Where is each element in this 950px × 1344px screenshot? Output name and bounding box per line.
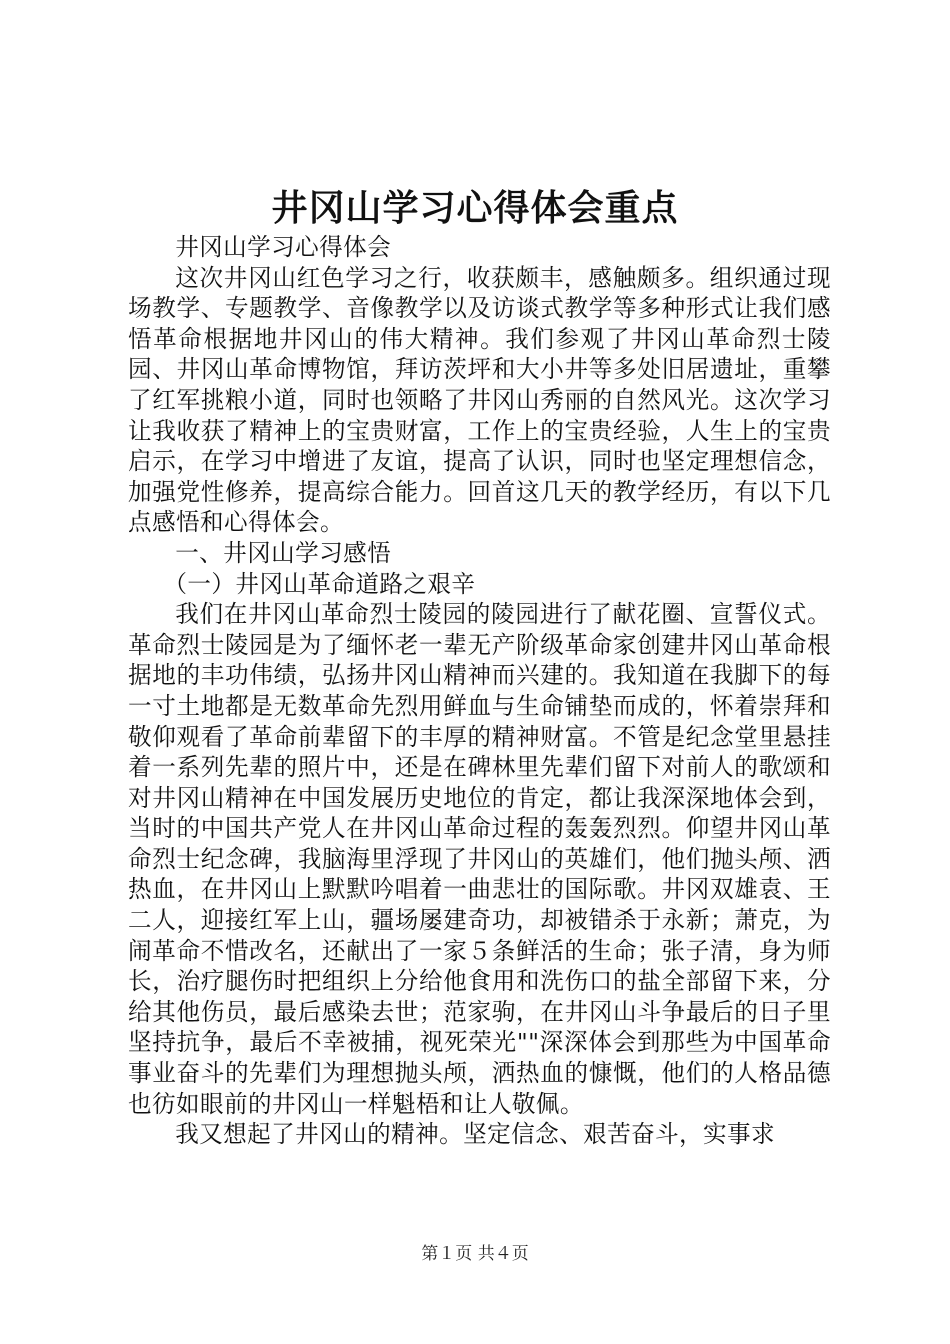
- section-heading: 一、井冈山学习感悟: [175, 538, 392, 567]
- paragraph-intro: 这次井冈山红色学习之行，收获颇丰，感触颇多。组织通过现场教学、专题教学、音像教学以及访谈式教学等多种形式让我们感悟革命根据地井冈山的伟大精神。我们参观了井冈山革命烈士陵园、井冈山革命博物馆，拜访茨坪和大小井等多处旧居遗址，重攀了红军挑粮小道，同时也领略了井冈山秀丽的自然风光。这次学习让我收获了精神上的宝贵财富，工作上的宝贵经验，人生上的宝贵启示，在学习中增进了友谊，提高了认识，同时也坚定理想信念，加强党性修养，提高综合能力。回首这几天的教学经历，有以下几点感悟和心得体会。: [128, 263, 831, 537]
- paragraph-body-1: 我们在井冈山革命烈士陵园的陵园进行了献花圈、宣誓仪式。革命烈士陵园是为了缅怀老一辈无产阶级革命家创建井冈山革命根据地的丰功伟绩，弘扬井冈山精神而兴建的。我知道在我脚下的每一寸土地都是无数革命先烈用鲜血与生命铺垫而成的，怀着崇拜和敬仰观看了革命前辈留下的丰厚的精神财富。不管是纪念堂里悬挂着一系列先辈的照片中，还是在碑林里先辈们留下对前人的歌颂和对井冈山精神在中国发展历史地位的肯定，都让我深深地体会到，当时的中国共产党人在井冈山革命过程的轰轰烈烈。仰望井冈山革命烈士纪念碑，我脑海里浮现了井冈山的英雄们，他们抛头颅、洒热血，在井冈山上默默吟唱着一曲悲壮的国际歌。井冈双雄袁、王二人，迎接红军上山，疆场屡建奇功，却被错杀于永新；萧克，为闹革命不惜改名，还献出了一家５条鲜活的生命；张子清，身为师长，治疗腿伤时把组织上分给他食用和洗伤口的盐全部留下来，分给其他伤员，最后感染去世；范家驹，在井冈山斗争最后的日子里坚持抗争，最后不幸被捕，视死荣光""深深体会到那些为中国革命事业奋斗的先辈们为理想抛头颅，洒热血的慷慨，他们的人格品德也彷如眼前的井冈山一样魁梧和让人敬佩。: [128, 600, 831, 1118]
- document-subtitle: 井冈山学习心得体会: [175, 233, 392, 261]
- document-title: 井冈山学习心得体会重点: [271, 188, 679, 229]
- page-number-footer: 第１页 共４页: [421, 1244, 529, 1264]
- document-body: [128, 232, 831, 1150]
- paragraph-body-2: 我又想起了井冈山的精神。坚定信念、艰苦奋斗，实事求: [175, 1120, 776, 1149]
- subsection-heading: （一）井冈山革命道路之艰辛: [163, 569, 476, 598]
